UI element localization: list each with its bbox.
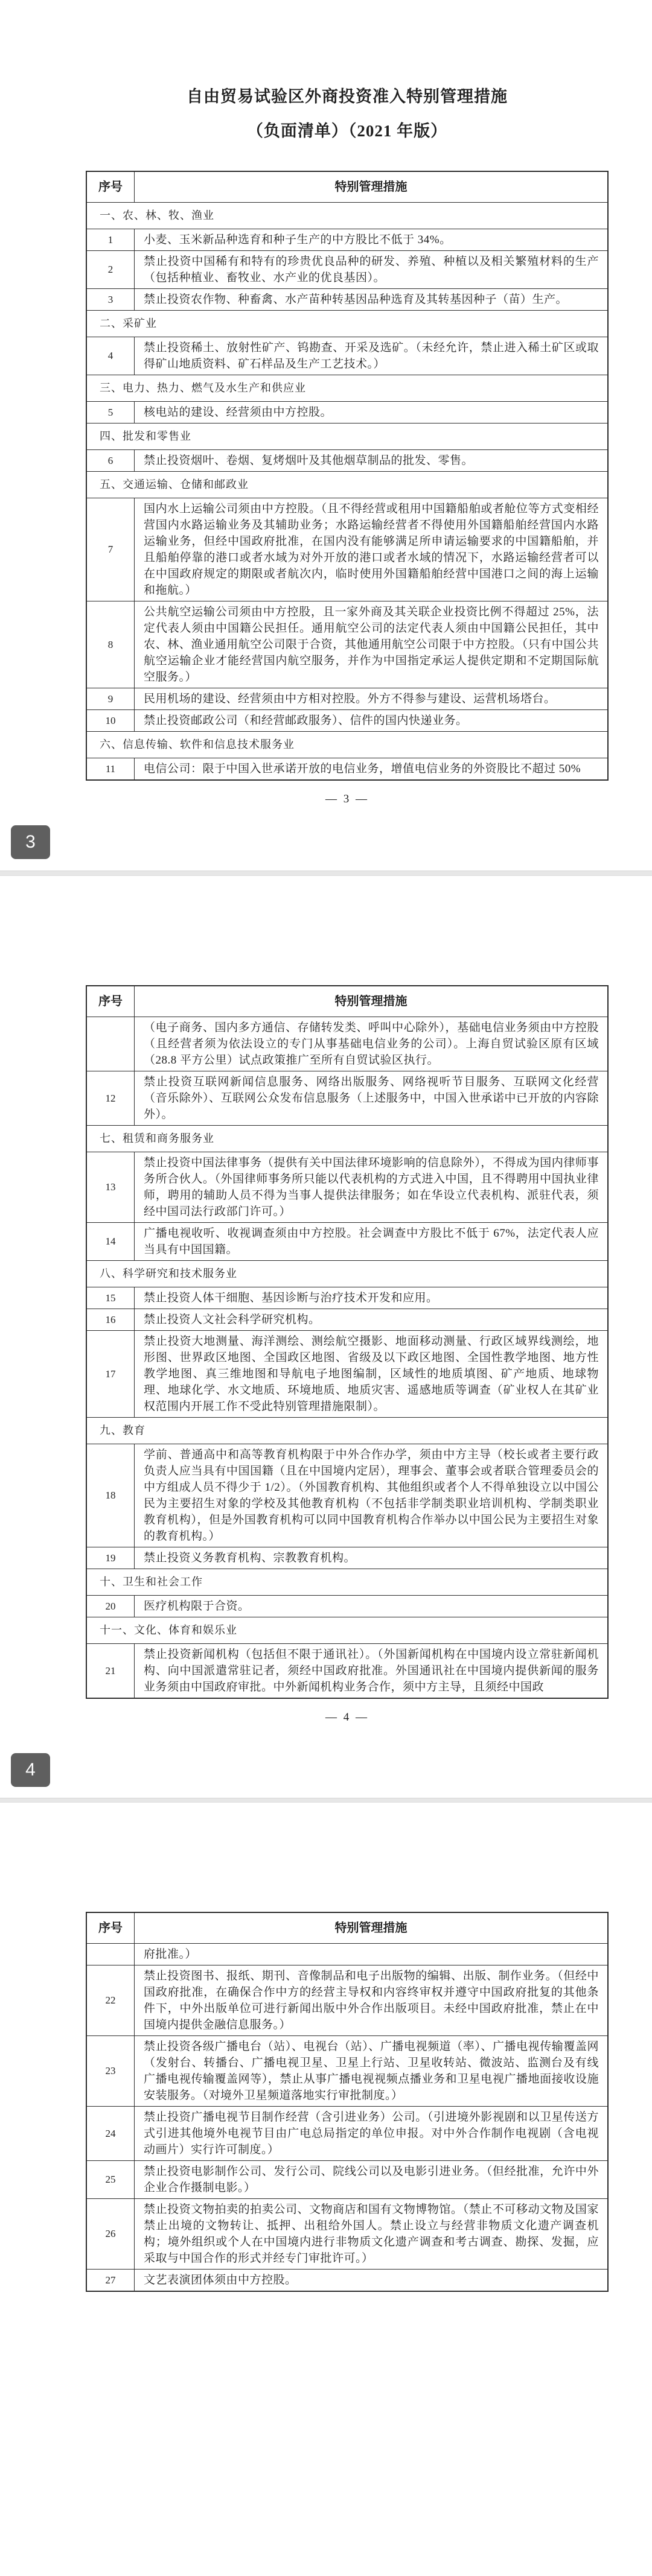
measure-index: 23: [86, 2036, 135, 2107]
measure-text: 禁止投资新闻机构（包括但不限于通讯社）。（外国新闻机构在中国境内设立常驻新闻机构、向中国派遣常驻记者，须经中国政府批准。外国通讯社在中国境内提供新闻的服务业务须由中国政府审批。中外新闻机构业务合作，须中方主导，且须经中国政: [135, 1644, 609, 1699]
document-page-3: [0, 0, 652, 871]
column-header-index: 序号: [86, 986, 135, 1017]
measure-index: 22: [86, 1965, 135, 2036]
measure-row: [86, 229, 608, 251]
measure-text: 公共航空运输公司须由中方控股，且一家外商及其关联企业投资比例不得超过 25%，法定代表人须由中国籍公民担任。通用航空公司的法定代表人须由中国籍公民担任，其中农、林、渔业通用航空公司限于合资，其他通用航空公司限于中方控股。（只有中国公共航空运输企业才能经营国内航空服务，并作为中国指定承运人提供定期和不定期国际航空服务。）: [135, 601, 609, 688]
measure-text: 广播电视收听、收视调查须由中方控股。社会调查中方股比不低于 67%，法定代表人应当具有中国国籍。: [135, 1223, 609, 1261]
measure-row: [86, 251, 608, 289]
measure-row: [86, 498, 608, 601]
measure-text: 禁止投资义务教育机构、宗教教育机构。: [135, 1547, 609, 1569]
column-header-index: 序号: [86, 171, 135, 203]
measure-row: [86, 1309, 608, 1331]
measure-text: 禁止投资人体干细胞、基因诊断与治疗技术开发和应用。: [135, 1287, 609, 1309]
industry-section-title: 十、卫生和社会工作: [86, 1569, 608, 1596]
industry-section-row: [86, 1126, 608, 1152]
measure-index: 16: [86, 1309, 135, 1331]
measure-index: 12: [86, 1071, 135, 1126]
measure-row: [86, 2270, 608, 2292]
measure-index: 2: [86, 251, 135, 289]
column-header-measure: 特别管理措施: [135, 171, 609, 203]
measure-text: 核电站的建设、经营须由中方控股。: [135, 402, 609, 424]
measure-row: [86, 1644, 608, 1699]
measure-index: 24: [86, 2107, 135, 2161]
industry-section-title: 六、信息传输、软件和信息技术服务业: [86, 732, 608, 758]
measure-text: 禁止投资图书、报纸、期刊、音像制品和电子出版物的编辑、出版、制作业务。（但经中国政府批准，在确保合作中方的经营主导权和内容终审权并遵守中国政府批复的其他条件下，中外出版单位可进行新闻出版中外合作出版项目。未经中国政府批准，禁止在中国境内提供金融信息服务。）: [135, 1965, 609, 2036]
industry-section-title: 七、租赁和商务服务业: [86, 1126, 608, 1152]
measure-row: [86, 1444, 608, 1547]
document-title-line-1: 自由贸易试验区外商投资准入特别管理措施: [187, 87, 508, 106]
table-header-row: [86, 1912, 608, 1944]
industry-section-title: 二、采矿业: [86, 311, 608, 337]
measure-row: [86, 1223, 608, 1261]
measure-row: [86, 688, 608, 710]
measure-text: 禁止投资文物拍卖的拍卖公司、文物商店和国有文物博物馆。（禁止不可移动文物及国家禁止出境的文物转让、抵押、出租给外国人。禁止设立与经营非物质文化遗产调查机构；境外组织或个人在中国境内进行非物质文化遗产调查和考古调查、勘探、发掘，应采取与中国合作的形式并经专门审批许可。）: [135, 2199, 609, 2270]
measure-row: [86, 1965, 608, 2036]
measure-text: 禁止投资烟叶、卷烟、复烤烟叶及其他烟草制品的批发、零售。: [135, 450, 609, 472]
measure-text: 禁止投资农作物、种畜禽、水产苗种转基因品种选育及其转基因种子（苗）生产。: [135, 289, 609, 311]
measure-index: 17: [86, 1331, 135, 1418]
measure-index: 4: [86, 337, 135, 375]
industry-section-row: [86, 375, 608, 402]
measure-text: 学前、普通高中和高等教育机构限于中外合作办学，须由中方主导（校长或者主要行政负责人应当具有中国国籍（且在中国境内定居），理事会、董事会或者联合管理委员会的中方组成人员不得少于 1/2）。（外国教育机构、其他组织或者个人不得单独设立以中国公民为主要招生对象的学校及其他教育机构（不包括非学制类职业培训机构、学制类职业教育机构），但是外国教育机构可以同中国教育机构合作举办以中国公民为主要招生对象的教育机构。）: [135, 1444, 609, 1547]
measure-row: [86, 1287, 608, 1309]
measure-row: [86, 2036, 608, 2107]
measure-text: 禁止投资各级广播电台（站）、电视台（站）、广播电视频道（率）、广播电视传输覆盖网（发射台、转播台、广播电视卫星、卫星上行站、卫星收转站、微波站、监测台及有线广播电视传输覆盖网等），禁止从事广播电视视频点播业务和卫星电视广播地面接收设施安装服务。（对境外卫星频道落地实行审批制度。）: [135, 2036, 609, 2107]
measure-text: 电信公司：限于中国入世承诺开放的电信业务，增值电信业务的外资股比不超过 50%: [135, 758, 609, 781]
measure-index: 10: [86, 710, 135, 732]
page-number-footer: — 4 —: [325, 1711, 369, 1724]
measure-row: [86, 1152, 608, 1223]
measure-row: [86, 337, 608, 375]
measure-index: 21: [86, 1644, 135, 1699]
column-header-measure: 特别管理措施: [135, 1912, 609, 1944]
measure-text: 民用机场的建设、经营须由中方相对控股。外方不得参与建设、运营机场塔台。: [135, 688, 609, 710]
measure-row: [86, 1331, 608, 1418]
industry-section-row: [86, 311, 608, 337]
industry-section-title: 三、电力、热力、燃气及水生产和供应业: [86, 375, 608, 402]
industry-section-row: [86, 1261, 608, 1287]
measure-row: [86, 2199, 608, 2270]
measure-text: （电子商务、国内多方通信、存储转发类、呼叫中心除外），基础电信业务须由中方控股（且经营者须为依法设立的专门从事基础电信业务的公司）。上海自贸试验区原有区域（28.8 平方公里）试点政策推广至所有自贸试验区执行。: [135, 1017, 609, 1071]
measure-text: 国内水上运输公司须由中方控股。（且不得经营或租用中国籍船舶或者舱位等方式变相经营国内水路运输业务及其辅助业务；水路运输经营者不得使用外国籍船舶经营国内水路运输业务，但经中国政府批准，在国内没有能够满足所申请运输要求的中国籍船舶，并且船舶停靠的港口或者水域为对外开放的港口或者水域的情况下，水路运输经营者可以在中国政府规定的期限或者航次内，临时使用外国籍船舶经营中国港口之间的海上运输和拖航。）: [135, 498, 609, 601]
document-title-line-2: （负面清单）（2021 年版）: [246, 122, 448, 140]
table-header-row: [86, 986, 608, 1017]
measure-row: [86, 450, 608, 472]
industry-section-row: [86, 1569, 608, 1596]
industry-section-title: 十一、文化、体育和娱乐业: [86, 1617, 608, 1644]
industry-section-title: 五、交通运输、仓储和邮政业: [86, 472, 608, 498]
measure-row: [86, 402, 608, 424]
measures-table: [86, 985, 609, 1699]
measure-text: 府批准。）: [135, 1944, 609, 1965]
measure-index: 9: [86, 688, 135, 710]
measure-index: 7: [86, 498, 135, 601]
measure-row: [86, 601, 608, 688]
industry-section-row: [86, 203, 608, 229]
measure-index: 19: [86, 1547, 135, 1569]
measure-index: 15: [86, 1287, 135, 1309]
measure-index: 13: [86, 1152, 135, 1223]
document-page-5: [0, 1803, 652, 2576]
measure-text: 禁止投资大地测量、海洋测绘、测绘航空摄影、地面移动测量、行政区域界线测绘，地形图、世界政区地图、全国政区地图、省级及以下政区地图、全国性教学地图、地方性教学地图、真三维地图和导航电子地图编制，区域性的地质填图、矿产地质、地球物理、地球化学、水文地质、环境地质、地质灾害、遥感地质等调查（矿业权人在其矿业权范围内开展工作不受此特别管理措施限制）。: [135, 1331, 609, 1418]
measure-continuation-row: [86, 1017, 608, 1071]
industry-section-row: [86, 732, 608, 758]
measure-index: 8: [86, 601, 135, 688]
measure-row: [86, 710, 608, 732]
industry-section-row: [86, 472, 608, 498]
column-header-index: 序号: [86, 1912, 135, 1944]
measure-row: [86, 2107, 608, 2161]
measure-continuation-row: [86, 1944, 608, 1965]
measure-index: 1: [86, 229, 135, 251]
measure-text: 禁止投资邮政公司（和经营邮政服务）、信件的国内快递业务。: [135, 710, 609, 732]
measure-index: [86, 1944, 135, 1965]
page-number-badge: 3: [11, 825, 50, 859]
page-number-badge: 4: [11, 1753, 50, 1787]
measure-text: 禁止投资互联网新闻信息服务、网络出版服务、网络视听节目服务、互联网文化经营（音乐除外）、互联网公众发布信息服务（上述服务中，中国入世承诺中已开放的内容除外）。: [135, 1071, 609, 1126]
page-gap: [0, 871, 652, 876]
measure-text: 小麦、玉米新品种选育和种子生产的中方股比不低于 34%。: [135, 229, 609, 251]
industry-section-row: [86, 424, 608, 450]
table-header-row: [86, 171, 608, 203]
measure-row: [86, 1547, 608, 1569]
measure-index: 5: [86, 402, 135, 424]
measure-index: 11: [86, 758, 135, 781]
measures-table: [86, 171, 609, 781]
industry-section-row: [86, 1617, 608, 1644]
industry-section-title: 一、农、林、牧、渔业: [86, 203, 608, 229]
measure-index: 14: [86, 1223, 135, 1261]
measure-text: 禁止投资电影制作公司、发行公司、院线公司以及电影引进业务。（但经批准，允许中外企业合作摄制电影。）: [135, 2161, 609, 2199]
measure-text: 禁止投资广播电视节目制作经营（含引进业务）公司。（引进境外影视剧和以卫星传送方式引进其他境外电视节目由广电总局指定的单位申报。对中外合作制作电视剧（含电视动画片）实行许可制度。）: [135, 2107, 609, 2161]
measure-text: 医疗机构限于合资。: [135, 1596, 609, 1617]
measure-text: 文艺表演团体须由中方控股。: [135, 2270, 609, 2292]
measure-index: 25: [86, 2161, 135, 2199]
measure-row: [86, 1071, 608, 1126]
measures-table: [86, 1912, 609, 2292]
measure-index: 20: [86, 1596, 135, 1617]
measure-text: 禁止投资稀土、放射性矿产、钨勘查、开采及选矿。（未经允许，禁止进入稀土矿区或取得矿山地质资料、矿石样品及生产工艺技术。）: [135, 337, 609, 375]
measure-index: 27: [86, 2270, 135, 2292]
measure-text: 禁止投资中国法律事务（提供有关中国法律环境影响的信息除外），不得成为国内律师事务所合伙人。（外国律师事务所只能以代表机构的方式进入中国，且不得聘用中国执业律师，聘用的辅助人员不得为当事人提供法律服务；如在华设立代表机构、派驻代表，须经中国司法行政部门许可。）: [135, 1152, 609, 1223]
page-number-footer: — 3 —: [325, 793, 369, 805]
column-header-measure: 特别管理措施: [135, 986, 609, 1017]
measure-index: 3: [86, 289, 135, 311]
page-gap: [0, 1798, 652, 1803]
industry-section-title: 四、批发和零售业: [86, 424, 608, 450]
measure-text: 禁止投资人文社会科学研究机构。: [135, 1309, 609, 1331]
document-page-4: [0, 876, 652, 1798]
measure-text: 禁止投资中国稀有和特有的珍贵优良品种的研发、养殖、种植以及相关繁殖材料的生产（包括种植业、畜牧业、水产业的优良基因）。: [135, 251, 609, 289]
industry-section-title: 九、教育: [86, 1418, 608, 1444]
measure-row: [86, 758, 608, 781]
measure-row: [86, 289, 608, 311]
industry-section-title: 八、科学研究和技术服务业: [86, 1261, 608, 1287]
measure-index: 26: [86, 2199, 135, 2270]
measure-row: [86, 2161, 608, 2199]
measure-index: 6: [86, 450, 135, 472]
industry-section-row: [86, 1418, 608, 1444]
measure-row: [86, 1596, 608, 1617]
measure-index: 18: [86, 1444, 135, 1547]
measure-index: [86, 1017, 135, 1071]
